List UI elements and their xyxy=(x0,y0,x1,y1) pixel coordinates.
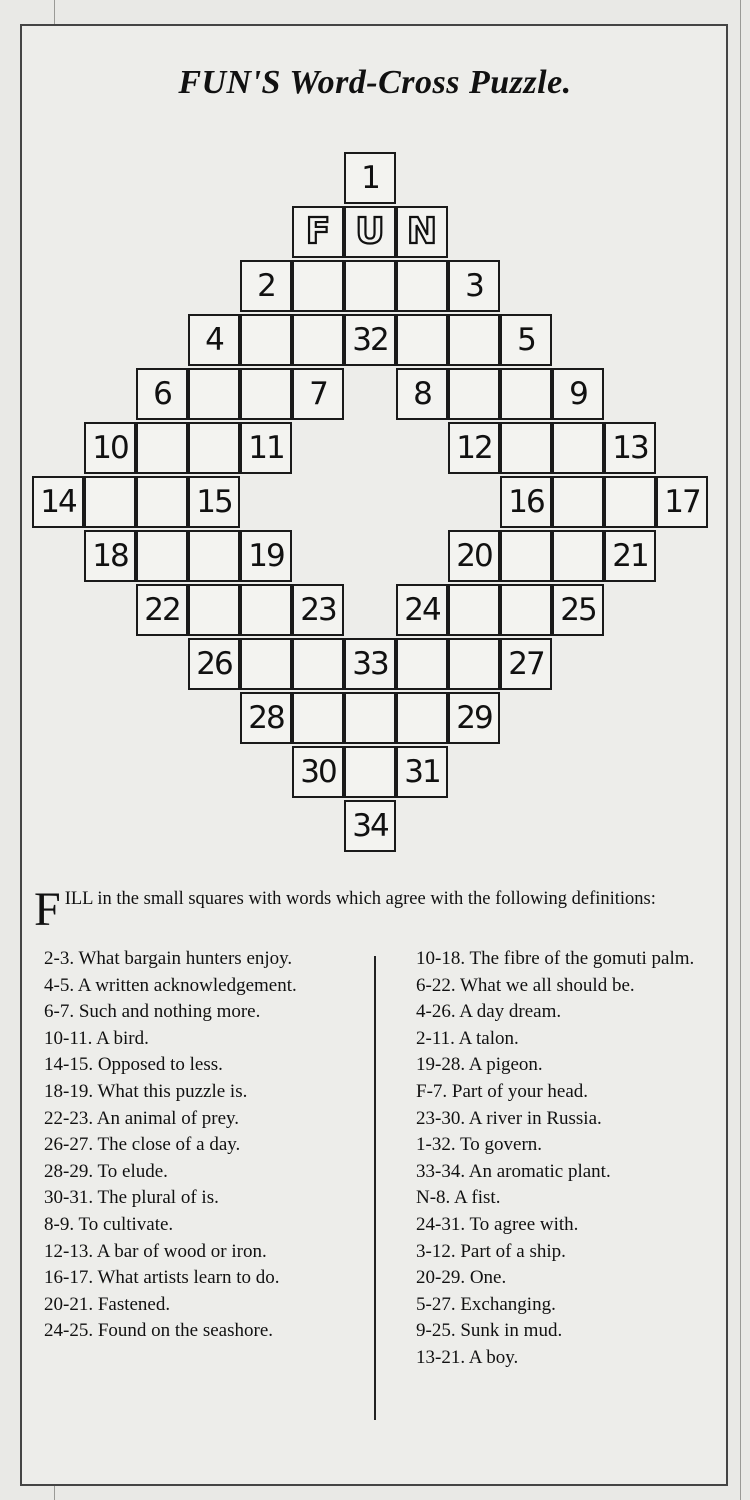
instructions-text: ILL in the small squares with words which agree with the following definitions: xyxy=(64,889,656,909)
grid-cell[interactable] xyxy=(396,368,448,420)
grid-cell[interactable] xyxy=(344,692,396,744)
grid-cell[interactable] xyxy=(448,314,500,366)
grid-cell[interactable] xyxy=(240,530,292,582)
clue-number: 9 xyxy=(569,376,587,412)
grid-cell[interactable] xyxy=(500,368,552,420)
grid-cell[interactable] xyxy=(240,638,292,690)
grid-cell[interactable] xyxy=(292,260,344,312)
clue: 9-25. Sunk in mud. xyxy=(416,1320,563,1342)
clue-number: 16 xyxy=(508,484,544,520)
grid-cell[interactable] xyxy=(240,260,292,312)
clue: 24-25. Found on the seashore. xyxy=(44,1320,274,1342)
clue: 18-19. What this puzzle is. xyxy=(44,1080,248,1102)
grid-cell[interactable] xyxy=(396,746,448,798)
clue-number: 12 xyxy=(456,430,492,466)
grid-cell[interactable] xyxy=(396,260,448,312)
grid-cell[interactable] xyxy=(240,422,292,474)
clue-number: 19 xyxy=(248,538,284,574)
instructions xyxy=(34,883,724,936)
fun-letter: F xyxy=(305,211,331,252)
grid-cell[interactable] xyxy=(136,476,188,528)
grid-cell[interactable] xyxy=(188,314,240,366)
clue-number: 23 xyxy=(300,592,336,628)
clue: 19-28. A pigeon. xyxy=(416,1054,543,1076)
grid-cell-fun xyxy=(292,206,344,258)
grid-cell[interactable] xyxy=(448,422,500,474)
clue: 5-27. Exchanging. xyxy=(416,1293,556,1315)
grid-cell[interactable] xyxy=(396,692,448,744)
clue: 2-3. What bargain hunters enjoy. xyxy=(44,948,293,969)
grid-cell-fun xyxy=(344,206,396,258)
clue-number: 15 xyxy=(196,484,232,520)
grid-block xyxy=(344,368,396,420)
clue: 30-31. The plural of is. xyxy=(44,1187,219,1209)
grid-cell[interactable] xyxy=(188,638,240,690)
grid-cell[interactable] xyxy=(448,638,500,690)
clue-number: 4 xyxy=(205,322,223,358)
grid-cell[interactable] xyxy=(188,422,240,474)
grid-cell[interactable] xyxy=(292,314,344,366)
clue: F-7. Part of your head. xyxy=(416,1080,589,1102)
grid-cell[interactable] xyxy=(552,368,604,420)
puzzle-title: FUN'S Word-Cross Puzzle. xyxy=(178,64,572,101)
clue-number: 17 xyxy=(664,484,700,520)
clue: 12-13. A bar of wood or iron. xyxy=(44,1240,267,1262)
clue-number: 14 xyxy=(40,484,76,520)
clue-number: 20 xyxy=(456,538,492,574)
grid-cell[interactable] xyxy=(500,476,552,528)
page-edge-line xyxy=(740,0,741,1500)
grid-cell[interactable] xyxy=(396,584,448,636)
grid-cell[interactable] xyxy=(84,476,136,528)
clue-number: 8 xyxy=(413,376,431,412)
grid-cell[interactable] xyxy=(448,530,500,582)
clue: 33-34. An aromatic plant. xyxy=(416,1160,611,1182)
grid-cell[interactable] xyxy=(292,584,344,636)
grid-cell[interactable] xyxy=(500,584,552,636)
grid-cell[interactable] xyxy=(292,692,344,744)
grid-cell[interactable] xyxy=(344,638,396,690)
clue-number: 33 xyxy=(352,646,388,682)
grid-cell[interactable] xyxy=(500,314,552,366)
clue: 20-21. Fastened. xyxy=(44,1293,171,1315)
clue: 2-11. A talon. xyxy=(416,1027,519,1049)
grid-cell[interactable] xyxy=(136,422,188,474)
clue: 8-9. To cultivate. xyxy=(44,1213,174,1235)
grid-cell[interactable] xyxy=(656,476,708,528)
column-divider xyxy=(374,956,376,1420)
grid-cell[interactable] xyxy=(500,638,552,690)
clue: 6-7. Such and nothing more. xyxy=(44,1001,261,1023)
clue: 10-18. The fibre of the gomuti palm. xyxy=(416,948,695,969)
grid-cell[interactable] xyxy=(448,260,500,312)
clue: 4-5. A written acknowledgement. xyxy=(44,974,297,996)
grid-cell[interactable] xyxy=(552,584,604,636)
clue-number: 28 xyxy=(248,700,284,736)
grid-cell[interactable] xyxy=(188,476,240,528)
grid-cell[interactable] xyxy=(84,530,136,582)
clue: N-8. A fist. xyxy=(416,1187,501,1209)
grid-cell[interactable] xyxy=(240,584,292,636)
clue-number: 5 xyxy=(517,322,535,358)
grid-cell-fun xyxy=(396,206,448,258)
clue: 22-23. An animal of prey. xyxy=(44,1107,240,1129)
grid-cell[interactable] xyxy=(396,638,448,690)
grid-cell[interactable] xyxy=(292,638,344,690)
grid-cell[interactable] xyxy=(604,476,656,528)
clue-number: 24 xyxy=(404,592,440,628)
clue-number: 34 xyxy=(352,808,388,844)
grid-cell[interactable] xyxy=(292,368,344,420)
grid-block xyxy=(344,584,396,636)
fun-letter: U xyxy=(355,211,385,252)
fun-letter: N xyxy=(406,211,438,252)
clue: 20-29. One. xyxy=(416,1267,507,1289)
clue-number: 27 xyxy=(508,646,544,682)
clue-number: 31 xyxy=(404,754,440,790)
clue-number: 26 xyxy=(196,646,232,682)
grid-cell[interactable] xyxy=(240,692,292,744)
clue-number: 3 xyxy=(465,268,483,304)
clue-number: 6 xyxy=(153,376,171,412)
clue: 23-30. A river in Russia. xyxy=(416,1107,602,1129)
clue: 26-27. The close of a day. xyxy=(44,1134,241,1156)
grid-cell[interactable] xyxy=(396,314,448,366)
clue-number: 1 xyxy=(361,160,379,196)
grid-cell[interactable] xyxy=(292,746,344,798)
clue-number: 10 xyxy=(92,430,128,466)
grid-cell[interactable] xyxy=(344,800,396,852)
grid-cell[interactable] xyxy=(552,422,604,474)
drop-cap: F xyxy=(34,883,61,936)
clue: 4-26. A day dream. xyxy=(416,1001,562,1023)
clues-left-column xyxy=(32,946,362,1345)
clue: 24-31. To agree with. xyxy=(416,1213,579,1235)
clue-number: 21 xyxy=(612,538,648,574)
grid-cell[interactable] xyxy=(84,422,136,474)
clue: 3-12. Part of a ship. xyxy=(416,1240,566,1262)
grid-cell[interactable] xyxy=(604,422,656,474)
clues-right-column xyxy=(404,946,722,1372)
grid-cell[interactable] xyxy=(500,530,552,582)
grid-cell[interactable] xyxy=(188,584,240,636)
clue: 6-22. What we all should be. xyxy=(416,974,635,996)
grid-cell[interactable] xyxy=(448,692,500,744)
grid-cell[interactable] xyxy=(136,584,188,636)
clue-number: 32 xyxy=(352,322,388,358)
grid-cell[interactable] xyxy=(188,530,240,582)
grid-cell[interactable] xyxy=(604,530,656,582)
grid-cell[interactable] xyxy=(32,476,84,528)
grid-cell[interactable] xyxy=(344,746,396,798)
clue-number: 30 xyxy=(300,754,336,790)
clue: 14-15. Opposed to less. xyxy=(44,1054,223,1076)
grid-cell[interactable] xyxy=(344,152,396,204)
grid-cell[interactable] xyxy=(552,530,604,582)
clue-number: 22 xyxy=(144,592,180,628)
clue: 10-11. A bird. xyxy=(44,1027,149,1049)
grid-cell[interactable] xyxy=(448,368,500,420)
clue: 28-29. To elude. xyxy=(44,1160,168,1182)
clue-number: 18 xyxy=(92,538,128,574)
grid-cell[interactable] xyxy=(240,368,292,420)
grid-cell[interactable] xyxy=(344,314,396,366)
crossword-grid xyxy=(32,152,716,844)
clue-number: 7 xyxy=(309,376,327,412)
grid-cell[interactable] xyxy=(188,368,240,420)
clue-number: 29 xyxy=(456,700,492,736)
grid-cell[interactable] xyxy=(552,476,604,528)
clue-number: 25 xyxy=(560,592,596,628)
clue: 16-17. What artists learn to do. xyxy=(44,1267,280,1289)
grid-cell[interactable] xyxy=(240,314,292,366)
clue: 1-32. To govern. xyxy=(416,1134,543,1156)
clue-number: 2 xyxy=(257,268,275,304)
grid-cell[interactable] xyxy=(344,260,396,312)
grid-cell[interactable] xyxy=(136,368,188,420)
grid-cell[interactable] xyxy=(500,422,552,474)
clue: 13-21. A boy. xyxy=(416,1346,519,1368)
clue-number: 11 xyxy=(248,430,284,466)
grid-cell[interactable] xyxy=(448,584,500,636)
clue-number: 13 xyxy=(612,430,648,466)
grid-cell[interactable] xyxy=(136,530,188,582)
